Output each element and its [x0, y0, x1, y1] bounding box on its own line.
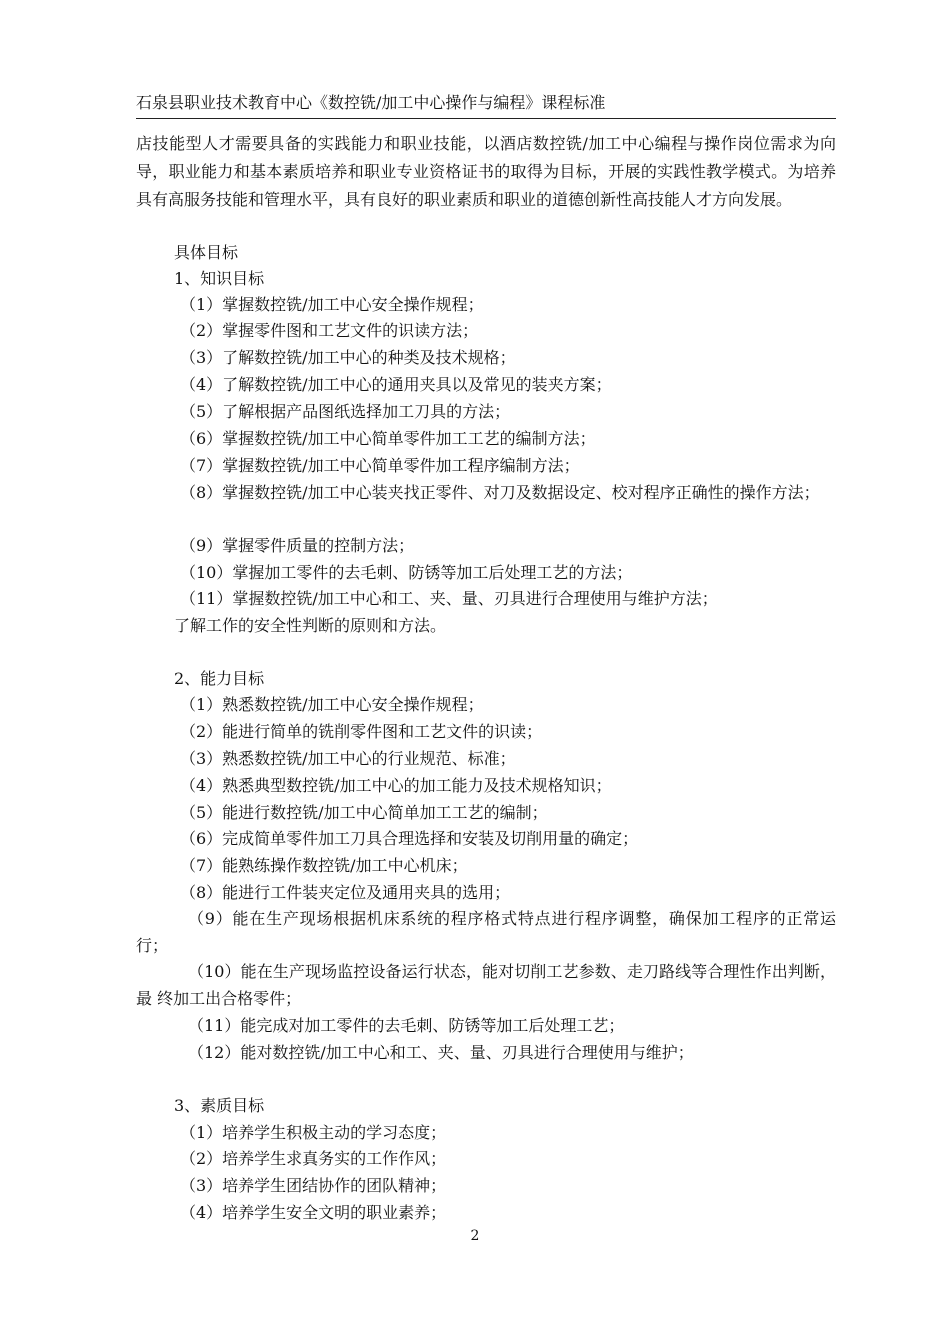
quality-heading: 3、素质目标 [174, 1096, 265, 1115]
ability-item: （2）能进行简单的铣削零件图和工艺文件的识读； [180, 722, 543, 741]
knowledge-heading: 1、知识目标 [174, 269, 265, 288]
knowledge-item: （7）掌握数控铣/加工中心简单零件加工程序编制方法； [180, 456, 580, 475]
ability-item: （5）能进行数控铣/加工中心简单加工工艺的编制； [180, 803, 548, 822]
knowledge-item: （11）掌握数控铣/加工中心和工、夹、量、刃具进行合理使用与维护方法； [180, 589, 718, 608]
knowledge-item: （1）掌握数控铣/加工中心安全操作规程； [180, 295, 484, 314]
quality-item: （3）培养学生团结协作的团队精神； [180, 1176, 447, 1195]
ability-item: （11）能完成对加工零件的去毛刺、防锈等加工后处理工艺； [188, 1016, 625, 1035]
knowledge-item: （6）掌握数控铣/加工中心简单零件加工工艺的编制方法； [180, 429, 596, 448]
header-rule [136, 118, 836, 119]
ability-item: （8）能进行工件装夹定位及通用夹具的选用； [180, 883, 511, 902]
ability-item: （4）熟悉典型数控铣/加工中心的加工能力及技术规格知识； [180, 776, 612, 795]
knowledge-item: （5）了解根据产品图纸选择加工刀具的方法； [180, 402, 511, 421]
knowledge-closing: 了解工作的安全性判断的原则和方法。 [174, 616, 447, 635]
ability-heading: 2、能力目标 [174, 669, 265, 688]
knowledge-item: （9）掌握零件质量的控制方法； [180, 536, 415, 555]
quality-item: （4）培养学生安全文明的职业素养； [180, 1203, 447, 1222]
ability-item: （10）能在生产现场监控设备运行状态，能对切削工艺参数、走刀路线等合理性作出判断，最 终加工出合格零件； [136, 962, 836, 1008]
goals-heading: 具体目标 [174, 243, 239, 262]
knowledge-item: （10）掌握加工零件的去毛刺、防锈等加工后处理工艺的方法； [180, 563, 633, 582]
ability-item: （1）熟悉数控铣/加工中心安全操作规程； [180, 695, 484, 714]
ability-item: （6）完成简单零件加工刀具合理选择和安装及切削用量的确定； [180, 829, 639, 848]
intro-paragraph: 店技能型人才需要具备的实践能力和职业技能，以酒店数控铣/加工中心编程与操作岗位需求为向导，职业能力和基本素质培养和职业专业资格证书的取得为目标，开展的实践性教学模式。为培养具有高服务技能和管理水平，具有良好的职业素质和职业的道德创新性高技能人才方向发展。 [136, 134, 836, 209]
ability-item: （7）能熟练操作数控铣/加工中心机床； [180, 856, 468, 875]
knowledge-item: （3）了解数控铣/加工中心的种类及技术规格； [180, 348, 516, 367]
knowledge-item: （8）掌握数控铣/加工中心装夹找正零件、对刀及数据设定、校对程序正确性的操作方法； [180, 483, 820, 502]
knowledge-item: （4）了解数控铣/加工中心的通用夹具以及常见的装夹方案； [180, 375, 612, 394]
knowledge-item: （2）掌握零件图和工艺文件的识读方法； [180, 321, 479, 340]
page-number: 2 [470, 1228, 480, 1244]
quality-item: （1）培养学生积极主动的学习态度； [180, 1123, 447, 1142]
ability-item: （9）能在生产现场根据机床系统的程序格式特点进行程序调整，确保加工程序的正常运行； [136, 909, 836, 955]
running-header: 石泉县职业技术教育中心《数控铣/加工中心操作与编程》课程标准 [136, 93, 606, 112]
ability-item: （12）能对数控铣/加工中心和工、夹、量、刃具进行合理使用与维护； [188, 1043, 694, 1062]
quality-item: （2）培养学生求真务实的工作作风； [180, 1149, 447, 1168]
ability-item: （3）熟悉数控铣/加工中心的行业规范、标准； [180, 749, 516, 768]
